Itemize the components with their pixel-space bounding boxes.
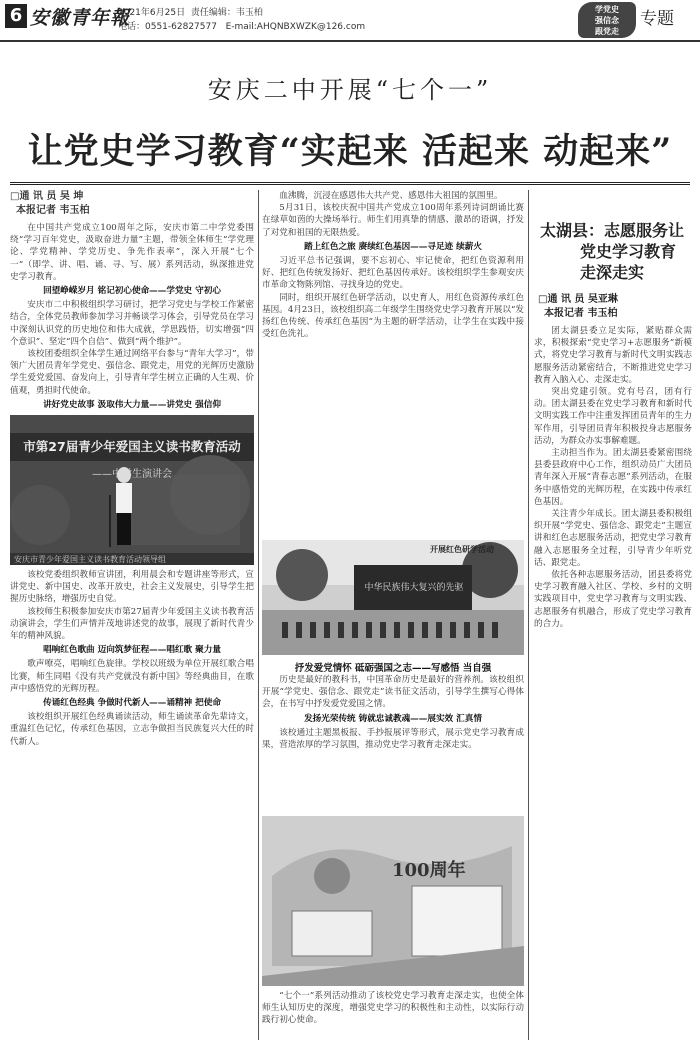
header-meta-top — [118, 5, 263, 18]
paragraph: 突出党建引领。党有号召，团有行动。团太湖县委在党史学习教育和新时代文明实践工作中注重发挥团员青年的生力军作用，引导团员青年积极投身志愿服务活动，为群众办实事解难题。 — [534, 387, 692, 446]
poster-image — [262, 816, 524, 986]
sidebar-byline — [538, 293, 694, 321]
paragraph: 关注青少年成长。团太湖县委积极组织开展“学党史、强信念、跟党走”主题宣讲和红色志愿服务活动，把党史学习教育融入志愿服务全过程，引导青少年听党话、跟党走。 — [534, 509, 692, 568]
memorial-inscription: 中华民族伟大复兴的先驱 — [364, 583, 464, 593]
section-name: 专题 — [640, 9, 674, 29]
photo-caption: 抒发爱党情怀 砥砺强国之志——写感悟 当自强 — [294, 663, 492, 674]
headline-rule — [10, 182, 690, 185]
article-byline — [10, 190, 254, 218]
paragraph: 该校团委组织全体学生通过网络平台参与“青年大学习”，带领广大团员青年学党史、强信念、跟党走，用党的光辉历史激励学生爱党爱国、奋发向上，引导青年学生树立正确的人生观、价值观，勇担时代使命。 — [10, 349, 254, 396]
sidebar-headline — [540, 220, 694, 283]
page-number: 6 — [5, 4, 27, 28]
byline-reporter: □通 讯 员 吴 坤 — [10, 191, 84, 202]
paragraph: 安庆市二中积极组织学习研讨，把学习党史与学校工作紧密结合，全体党员教师参加学习并畅谈学习体会，引导党员在学习中深刻认识党的历史地位和伟大成就，学思践悟，切实增强“四个意识”、坚定“四个自信”、做到“两个维护”。 — [10, 300, 254, 347]
sidebar-headline-line: 走深走实 — [580, 263, 645, 282]
stamp-line: 强信念 — [595, 16, 619, 25]
paragraph: 团太湖县委立足实际，紧贴群众需求，积极探索“党史学习+志愿服务”新模式，将党史学习教育与新时代文明实践志愿服务活动紧密结合，不断推进党史学习教育入脑入心、走深走实。 — [534, 326, 692, 385]
column-divider — [258, 190, 259, 1040]
photo-1-slot — [10, 415, 254, 565]
article-column-1 — [10, 190, 254, 1040]
memorial-image — [262, 540, 524, 655]
subheading: 讲好党史故事 汲取伟大力量——讲党史 强信仰 — [43, 399, 221, 410]
sidebar-headline-line: 太湖县：志愿服务让 — [540, 221, 685, 240]
subheading: 传诵红色经典 争做时代新人——诵精神 把使命 — [43, 698, 221, 709]
blackboard-poster-photo — [262, 816, 524, 986]
byline-reporter: □通 讯 员 吴亚琳 — [538, 294, 618, 305]
issue-date: 2021年6月25日 — [118, 8, 186, 18]
theme-stamp — [578, 2, 636, 38]
page-header — [0, 0, 700, 42]
paragraph: 血沸腾，沉浸在感恩伟大共产党、感恩伟大祖国的氛围里。 — [279, 191, 503, 201]
column-divider — [528, 190, 529, 1040]
paragraph: 该校组织开展红色经典诵读活动，师生诵读革命先辈诗文，重温红色记忆，传承红色基因，立志争做担当民族复兴大任的时代新人。 — [10, 712, 254, 747]
speech-contest-photo — [10, 415, 254, 565]
paragraph: 主动担当作为。团太湖县委紧密围绕县委县政府中心工作，组织动员广大团员青年深入开展“青春志愿”系列活动，在服务中感悟党的光辉历程，在实践中传承红色基因。 — [534, 448, 692, 507]
paragraph: “七个一”系列活动推动了该校党史学习教育走深走实，也使全体师生认知历史的深度，增强党史学习的积极性和主动性，以实际行动践行初心使命。 — [262, 991, 524, 1026]
byline-editor: 本报记者 韦玉柏 — [544, 308, 618, 319]
byline-editor: 本报记者 韦玉柏 — [16, 205, 90, 216]
paragraph: 同时，组织开展红色研学活动，以史育人，用红色资源传承红色基因。4月23日，该校组织高二年级学生围绕党史学习教育开展以“发扬红色传统、传承红色基因”为主题的研学活动，让学生在实践中接受红色洗礼。 — [262, 292, 524, 340]
sidebar-headline-line: 党史学习教育 — [580, 242, 677, 261]
paragraph: 在中国共产党成立100周年之际，安庆市第二中学党委围绕“学习百年党史，汲取奋进力量”主题，带领全体师生“学党理论、学党精神、学党历史、争先作表率”，深入开展“七个一”（即学、讲、唱、诵、寻、写、展）系列活动，纵深推进党史学习教育。 — [10, 223, 254, 282]
subheading: 发扬光荣传统 铸就忠诚教魂——展实效 汇真情 — [304, 713, 482, 724]
paragraph: 该校通过主题黑板报、手抄报展评等形式，展示党史学习教育成果，营造浓厚的学习氛围，推动党史学习教育走深走实。 — [262, 727, 524, 751]
article-column-2-middle — [262, 674, 524, 812]
header-meta-bottom — [118, 19, 365, 32]
newspaper-name: 安徽青年報 — [30, 7, 131, 29]
sidebar-body — [532, 325, 694, 630]
paragraph: 历史是最好的教科书，中国革命历史是最好的营养剂。该校组织开展“学党史、强信念、跟党走”读书征文活动，引导学生撰写心得体会，在书写中抒发爱党爱国之情。 — [262, 675, 524, 710]
editor: 责任编辑：韦玉柏 — [190, 8, 263, 18]
stamp-line: 学党史 — [595, 5, 619, 14]
paragraph: 习近平总书记强调，要不忘初心、牢记使命，把红色资源利用好、把红色传统发扬好、把红色基因传承好。该校组织学生参观安庆市革命文物陈列馆、寻找身边的党史。 — [262, 256, 524, 291]
paragraph: 该校师生积极参加安庆市第27届青少年爱国主义读书教育活动演讲会，学生们声情并茂地讲述党的故事，展现了新时代青少年的精神风貌。 — [10, 606, 254, 642]
subheading: 唱响红色歌曲 迈向筑梦征程——唱红歌 聚力量 — [43, 645, 221, 656]
article-kicker: 安庆二中开展“七个一” — [207, 76, 493, 104]
subheading: 踏上红色之旅 赓续红色基因——寻足迹 续薪火 — [304, 241, 482, 252]
study-tour-photo — [262, 540, 524, 655]
article-column-2-top — [262, 190, 524, 530]
photo-banner-subtitle: ——中学生演讲会 — [92, 469, 172, 481]
email: E-mail:AHQNBXWZK@126.com — [225, 22, 366, 32]
photo-banner-organizer: 安庆市青少年爱国主义读书教育活动领导组 — [14, 555, 166, 565]
paragraph: 依托各种志愿服务活动，团县委将党史学习教育融入社区、学校、乡村的文明实践项目中，党史学习教育与文明实践、志愿服务有机融合，形成了党史学习教育的合力。 — [534, 570, 692, 629]
photo-banner-title: 市第27届青少年爱国主义读书教育活动 — [23, 439, 241, 455]
stamp-line: 跟党走 — [595, 27, 619, 36]
sidebar-article — [532, 206, 694, 1046]
subheading: 回望峥嵘岁月 铭记初心使命——学党史 守初心 — [43, 286, 221, 297]
paragraph: 该校党委组织教师宣讲团，利用晨会和专题讲座等形式，宣讲党史、新中国史、改革开放史，社会主义发展史，引导学生把握历史脉络，增强历史自觉。 — [10, 570, 254, 605]
photo-label: 开展红色研学活动 — [430, 545, 494, 554]
article-column-2-bottom — [262, 990, 524, 1046]
phone: 电话：0551-62827577 — [118, 22, 217, 32]
paragraph: 5月31日，该校庆祝中国共产党成立100周年系列诗词朗诵比赛在绿草如茵的大操场举行。师生们用真挚的情感、激昂的语调，抒发了对党和祖国的无限热爱。 — [262, 203, 524, 238]
article-headline: 让党史学习教育“实起来 活起来 动起来” — [27, 131, 673, 172]
poster-year-text: 100周年 — [392, 860, 466, 881]
paragraph: 歌声嘹亮，唱响红色旋律。学校以班级为单位开展红歌合唱比赛，师生同唱《没有共产党就没有新中国》等经典曲目，在歌声中感悟党的光辉历程。 — [10, 659, 254, 694]
